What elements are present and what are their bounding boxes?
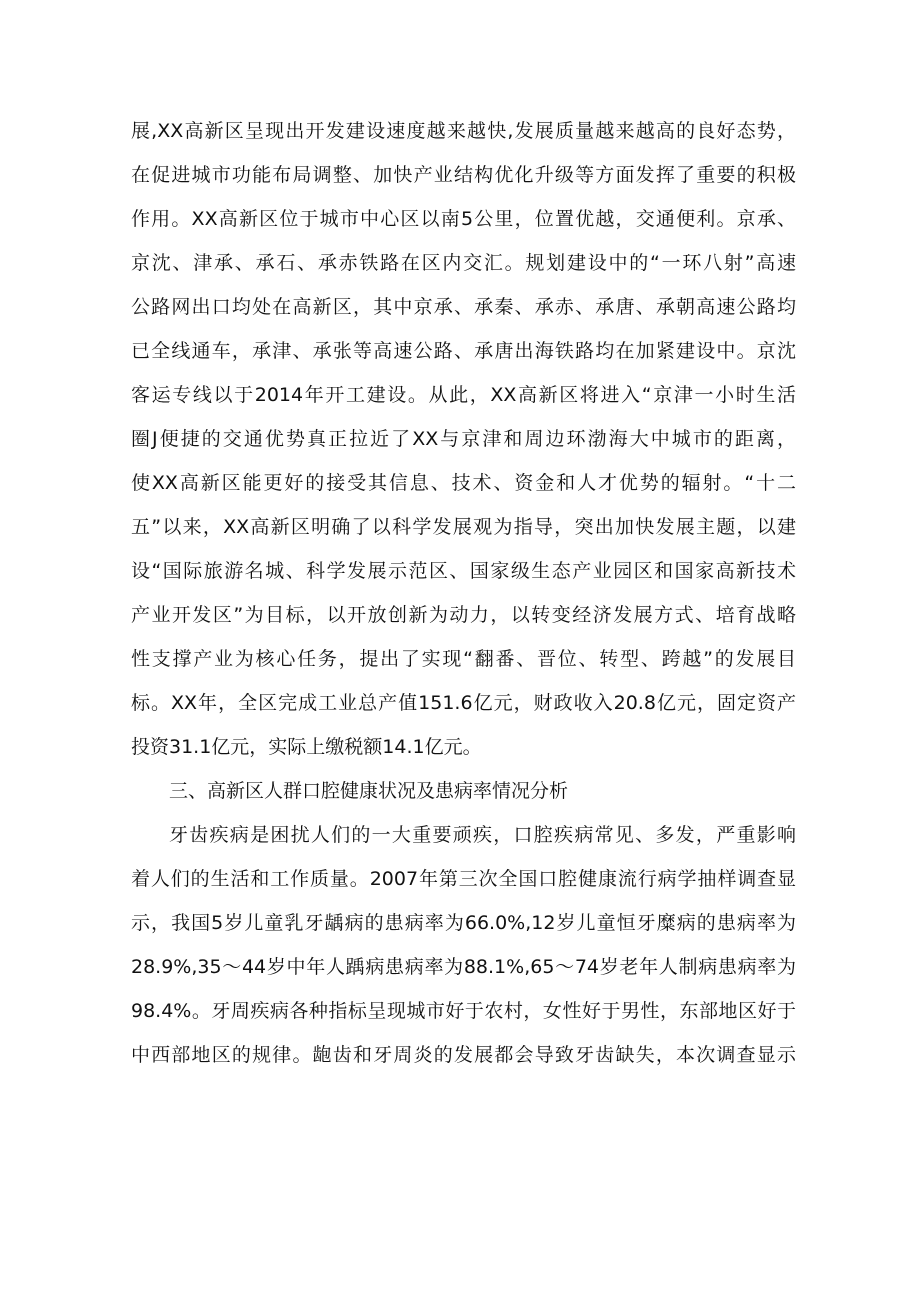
paragraph-2-line-3: 示，我国5岁儿童乳牙龋病的患病率为66.0%,12岁儿童恒牙糜病的患病率为 <box>131 912 796 934</box>
paragraph-1-line-13: 性支撑产业为核心任务，提出了实现“翻番、晋位、转型、跨越”的发展目 <box>131 648 796 670</box>
paragraph-1-line-4: 京沈、津承、承石、承赤铁路在区内交汇。规划建设中的“一环八射”高速 <box>131 252 796 274</box>
paragraph-2-line-5: 98.4%。牙周疾病各种指标呈现城市好于农村，女性好于男性，东部地区好于 <box>131 1000 796 1022</box>
paragraph-1-line-8: 圈J便捷的交通优势真正拉近了XX与京津和周边环渤海大中城市的距离， <box>131 428 796 450</box>
paragraph-1-line-6: 已全线通车，承津、承张等高速公路、承唐出海铁路均在加紧建设中。京沈 <box>131 340 796 362</box>
paragraph-2-line-4: 28.9%,35～44岁中年人踽病患病率为88.1%,65～74岁老年人制病患病率为 <box>131 956 796 978</box>
section-heading: 三、高新区人群口腔健康状况及患病率情况分析 <box>169 780 569 802</box>
paragraph-1-line-11: 设“国际旅游名城、科学发展示范区、国家级生态产业园区和国家高新技术 <box>131 560 796 582</box>
paragraph-1-line-14: 标。XX年，全区完成工业总产值151.6亿元，财政收入20.8亿元，固定资产 <box>131 692 796 714</box>
paragraph-2-line-2: 着人们的生活和工作质量。2007年第三次全国口腔健康流行病学抽样调查显 <box>131 868 796 890</box>
paragraph-2-line-6: 中西部地区的规律。龅齿和牙周炎的发展都会导致牙齿缺失，本次调查显示 <box>131 1044 796 1066</box>
paragraph-2-line-1: 牙齿疾病是困扰人们的一大重要顽疾，口腔疾病常见、多发，严重影响 <box>169 824 796 846</box>
paragraph-1-line-1: 展,XX高新区呈现出开发建设速度越来越快,发展质量越来越高的良好态势， <box>131 120 796 142</box>
paragraph-1-line-2: 在促进城市功能布局调整、加快产业结构优化升级等方面发挥了重要的积极 <box>131 164 796 186</box>
paragraph-1-line-9: 使XX高新区能更好的接受其信息、技术、资金和人才优势的辐射。“十二 <box>131 472 796 494</box>
paragraph-1-line-5: 公路网出口均处在高新区，其中京承、承秦、承赤、承唐、承朝高速公路均 <box>131 296 796 318</box>
paragraph-1-line-10: 五”以来，XX高新区明确了以科学发展观为指导，突出加快发展主题，以建 <box>131 516 796 538</box>
paragraph-1-line-12: 产业开发区”为目标，以开放创新为动力，以转变经济发展方式、培育战略 <box>131 604 796 626</box>
paragraph-1-line-15: 投资31.1亿元，实际上缴税额14.1亿元。 <box>131 736 482 758</box>
paragraph-1-line-7: 客运专线以于2014年开工建设。从此，XX高新区将进入“京津一小时生活 <box>131 384 796 406</box>
paragraph-1-line-3: 作用。XX高新区位于城市中心区以南5公里，位置优越，交通便利。京承、 <box>131 208 796 230</box>
